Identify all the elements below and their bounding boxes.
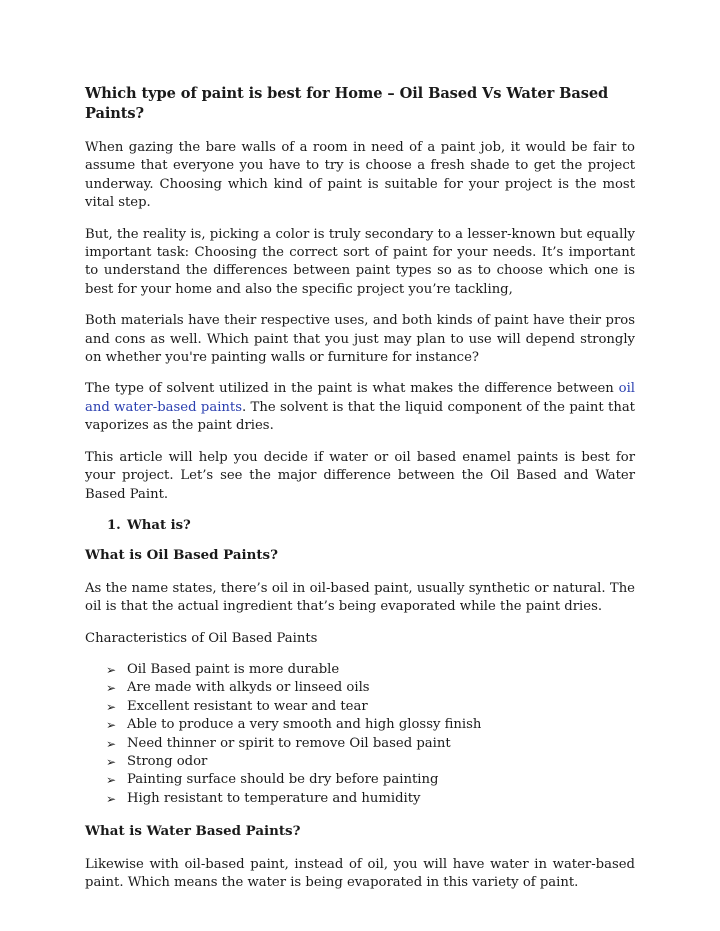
characteristic-text: Painting surface should be dry before painting (127, 772, 439, 788)
arrow-bullet-icon: ➢ (106, 791, 117, 806)
list-number: 1. (107, 517, 121, 533)
characteristic-text: Strong odor (127, 753, 208, 769)
list-item (106, 698, 635, 716)
arrow-bullet-icon: ➢ (106, 662, 117, 677)
list-item-label: What is? (127, 517, 191, 533)
page-title: Which type of paint is best for Home – Oil Based Vs Water Based Paints? (85, 85, 609, 122)
intro-paragraph-2: But, the reality is, picking a color is truly secondary to a lesser-known but equally important task: Choosing the correct sort of paint for your needs. It’s important to understand the differences between paint types so as to choose which one is best for your home and also the specific project you’re tackling, (85, 226, 635, 297)
arrow-bullet-icon: ➢ (106, 718, 117, 733)
solvent-paragraph (85, 380, 635, 435)
oil-water-paints-link[interactable]: oil and water-based paints (85, 381, 635, 415)
arrow-bullet-icon: ➢ (106, 773, 117, 788)
list-item (106, 753, 635, 771)
intro-paragraph-3: Both materials have their respective uses, and both kinds of paint have their pros and cons as well. Which paint that you just may plan to use will depend strongly on whether you're painting walls or furniture for instance? (85, 313, 635, 366)
characteristic-text: High resistant to temperature and humidity (127, 790, 421, 806)
list-item (106, 790, 635, 808)
characteristic-text: Oil Based paint is more durable (127, 661, 340, 677)
characteristic-text: Excellent resistant to wear and tear (127, 698, 368, 714)
numbered-list-item (85, 517, 635, 535)
intro-paragraph-1: When gazing the bare walls of a room in need of a paint job, it would be fair to assume that everyone you have to try is choose a fresh shade to get the project underway. Choosing which kind of paint is suitable for your project is the most vital step. (85, 140, 635, 211)
list-item (106, 771, 635, 789)
arrow-bullet-icon: ➢ (106, 699, 117, 714)
solvent-text-after: . The solvent is that the liquid component of the paint that vaporizes as the paint dries. (85, 399, 635, 434)
list-item (106, 716, 635, 734)
list-item (106, 679, 635, 697)
oil-section-heading: What is Oil Based Paints? (85, 547, 278, 564)
solvent-text-before: The type of solvent utilized in the paint is what makes the difference between (85, 381, 619, 397)
characteristics-list (85, 661, 635, 808)
list-item (106, 661, 635, 679)
oil-section-text: As the name states, there’s oil in oil-based paint, usually synthetic or natural. The oil is that the actual ingredient that’s being evaporated while the paint dries. (85, 580, 635, 615)
characteristic-text: Are made with alkyds or linseed oils (127, 680, 370, 696)
article-purpose-paragraph: This article will help you decide if water or oil based enamel paints is best for your project. Let’s see the major difference between the Oil Based and Water Based Paint. (85, 449, 635, 502)
characteristic-text: Able to produce a very smooth and high glossy finish (127, 717, 482, 733)
water-section-heading: What is Water Based Paints? (85, 823, 301, 840)
water-section-text: Likewise with oil-based paint, instead of oil, you will have water in water-based paint. Which means the water is being evaporated in this variety of paint. (85, 856, 635, 890)
characteristic-text: Need thinner or spirit to remove Oil based paint (127, 735, 451, 751)
list-item (106, 735, 635, 753)
characteristics-title: Characteristics of Oil Based Paints (85, 630, 318, 646)
arrow-bullet-icon: ➢ (106, 754, 117, 769)
arrow-bullet-icon: ➢ (106, 736, 117, 751)
arrow-bullet-icon: ➢ (106, 681, 117, 696)
